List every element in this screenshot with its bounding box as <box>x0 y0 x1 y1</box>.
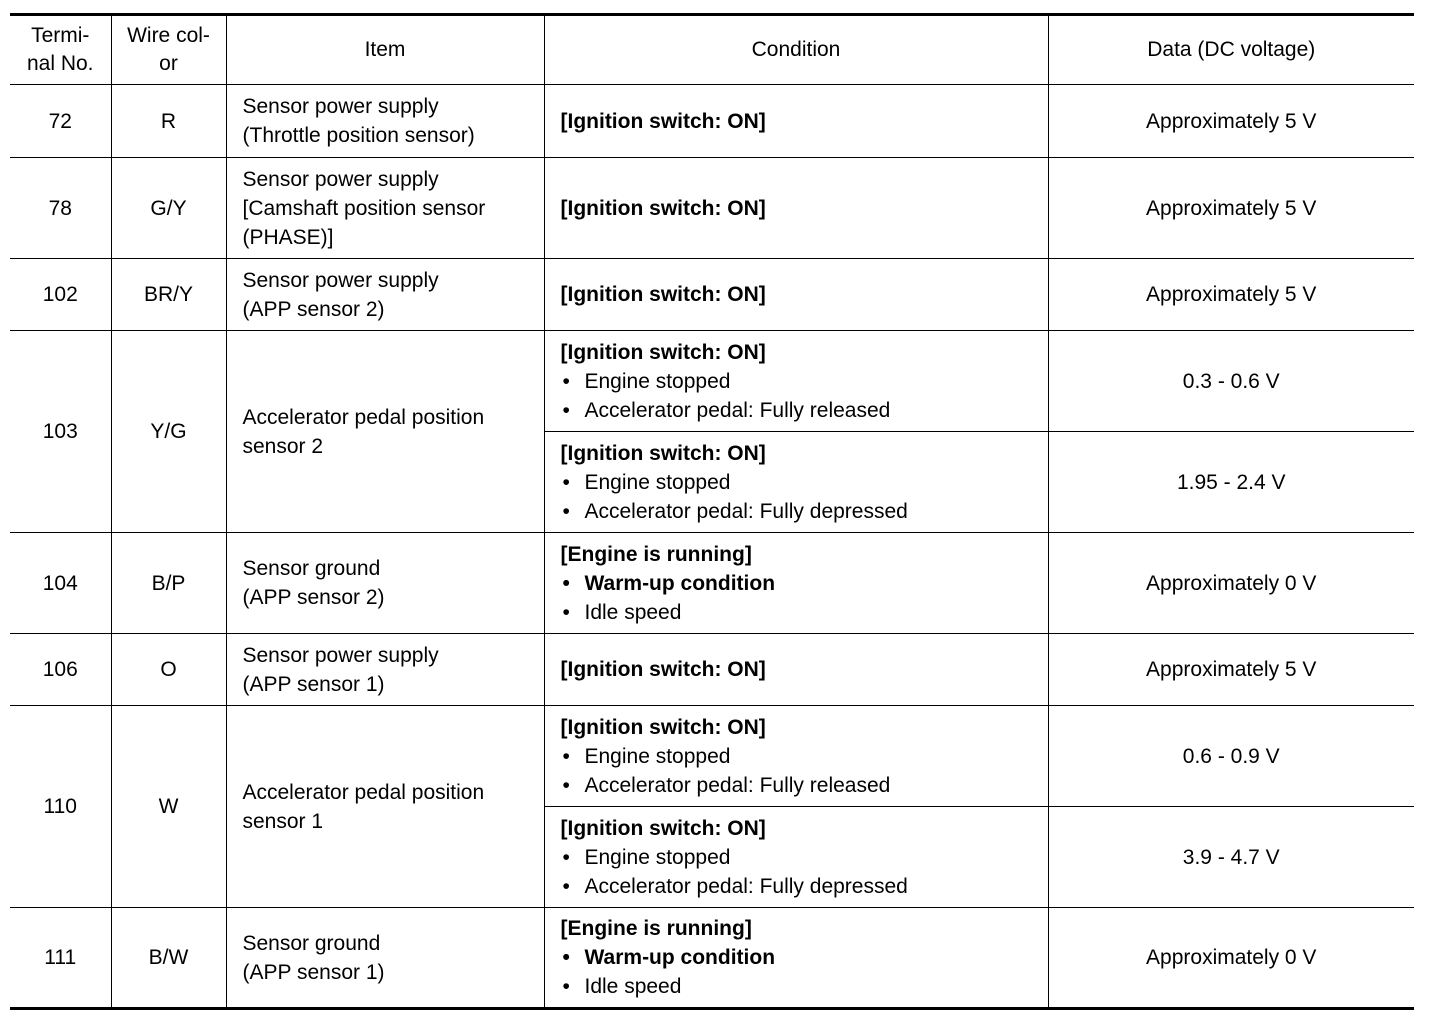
header-wire-line-1: Wire col- <box>127 24 210 47</box>
condition-cell <box>544 908 1048 1009</box>
item-text-line: (PHASE)] <box>242 225 334 249</box>
dc-voltage-cell: Approximately 0 V <box>1048 908 1414 1009</box>
wire-color-cell: W <box>111 706 226 908</box>
item-text-line: (APP sensor 1) <box>242 672 385 696</box>
wire-color-cell: BR/Y <box>111 259 226 331</box>
condition-bullet: • Engine stopped <box>561 843 1040 872</box>
condition-bullet: • Warm-up condition <box>561 569 1040 598</box>
item-cell <box>226 908 544 1009</box>
item-cell <box>226 158 544 259</box>
terminal-data-table <box>10 13 1414 1010</box>
item-text-line: Accelerator pedal position <box>242 405 485 429</box>
condition-cell <box>544 331 1048 432</box>
terminal-no-cell: 110 <box>10 706 111 908</box>
item-text-line: Sensor power supply <box>242 268 439 292</box>
dc-voltage-cell: Approximately 5 V <box>1048 158 1414 259</box>
table-header-row <box>10 15 1414 85</box>
table-row <box>10 908 1414 1009</box>
dc-voltage-cell: 1.95 - 2.4 V <box>1048 432 1414 533</box>
condition-cell <box>544 533 1048 634</box>
header-wire-color <box>111 15 226 85</box>
wire-color-cell: B/P <box>111 533 226 634</box>
header-terminal-line-1: Termi- <box>31 24 90 47</box>
table-row <box>10 533 1414 634</box>
table-row <box>10 158 1414 259</box>
wire-color-cell: R <box>111 85 226 158</box>
condition-heading: [Ignition switch: ON] <box>560 196 766 220</box>
item-text-line: (APP sensor 2) <box>242 586 385 609</box>
condition-bullet: • Idle speed <box>561 598 1040 627</box>
item-text-line: Sensor power supply <box>242 95 439 118</box>
terminal-no-cell: 102 <box>10 259 111 331</box>
header-wire-line-2: or <box>159 52 178 75</box>
dc-voltage-cell: 0.3 - 0.6 V <box>1048 331 1414 432</box>
condition-heading: [Engine is running] <box>560 542 752 566</box>
condition-heading: [Engine is running] <box>560 917 752 940</box>
condition-heading: [Ignition switch: ON] <box>560 441 766 465</box>
table-row <box>10 634 1414 706</box>
condition-bullet: • Accelerator pedal: Fully released <box>561 771 1040 800</box>
dc-voltage-cell: 3.9 - 4.7 V <box>1048 807 1414 908</box>
condition-bullet: • Accelerator pedal: Fully depressed <box>561 872 1040 901</box>
item-text-line: Sensor ground <box>242 931 381 955</box>
item-text-line: (Throttle position sensor) <box>242 124 475 147</box>
wire-color-cell: O <box>111 634 226 706</box>
condition-bullet: • Accelerator pedal: Fully depressed <box>561 497 1040 526</box>
dc-voltage-cell: 0.6 - 0.9 V <box>1048 706 1414 807</box>
terminal-no-cell: 72 <box>10 85 111 158</box>
table-row <box>10 259 1414 331</box>
condition-cell <box>544 158 1048 259</box>
item-text-line: Sensor ground <box>242 557 381 580</box>
item-text-line: [Camshaft position sensor <box>242 196 486 220</box>
item-cell <box>226 259 544 331</box>
item-cell <box>226 634 544 706</box>
condition-bullet: • Accelerator pedal: Fully released <box>561 396 1040 425</box>
dc-voltage-cell: Approximately 5 V <box>1048 85 1414 158</box>
item-text-line: sensor 1 <box>242 809 324 833</box>
header-condition: Condition <box>544 15 1048 85</box>
condition-cell <box>544 634 1048 706</box>
item-text-line: Sensor power supply <box>242 643 439 667</box>
condition-heading: [Ignition switch: ON] <box>560 109 766 133</box>
item-text-line: Accelerator pedal position <box>242 780 485 804</box>
condition-bullet: • Engine stopped <box>561 468 1040 497</box>
header-item: Item <box>226 15 544 85</box>
wire-color-cell: Y/G <box>111 331 226 533</box>
condition-bullet: • Engine stopped <box>561 367 1040 396</box>
condition-heading: [Ignition switch: ON] <box>560 715 766 739</box>
condition-heading: [Ignition switch: ON] <box>560 816 766 840</box>
table-row <box>10 331 1414 432</box>
terminal-no-cell: 104 <box>10 533 111 634</box>
wire-color-cell: G/Y <box>111 158 226 259</box>
item-cell <box>226 85 544 158</box>
condition-bullet: • Warm-up condition <box>561 943 1040 972</box>
terminal-no-cell: 103 <box>10 331 111 533</box>
condition-cell <box>544 85 1048 158</box>
table-row <box>10 706 1414 807</box>
item-cell <box>226 706 544 908</box>
dc-voltage-cell: Approximately 0 V <box>1048 533 1414 634</box>
condition-heading: [Ignition switch: ON] <box>560 658 766 681</box>
condition-heading: [Ignition switch: ON] <box>560 340 766 364</box>
condition-bullet: • Idle speed <box>561 972 1040 1001</box>
item-text-line: Sensor power supply <box>242 167 439 191</box>
terminal-no-cell: 78 <box>10 158 111 259</box>
item-text-line: (APP sensor 2) <box>242 297 385 321</box>
table-row <box>10 85 1414 158</box>
item-cell <box>226 331 544 533</box>
condition-cell <box>544 706 1048 807</box>
condition-heading: [Ignition switch: ON] <box>560 283 766 306</box>
terminal-no-cell: 111 <box>10 908 111 1009</box>
dc-voltage-cell: Approximately 5 V <box>1048 634 1414 706</box>
condition-cell <box>544 259 1048 331</box>
dc-voltage-cell: Approximately 5 V <box>1048 259 1414 331</box>
condition-cell <box>544 807 1048 908</box>
table-body <box>10 85 1414 1009</box>
item-cell <box>226 533 544 634</box>
item-text-line: sensor 2 <box>242 434 324 458</box>
header-terminal-line-2: nal No. <box>26 52 94 75</box>
wire-color-cell: B/W <box>111 908 226 1009</box>
header-terminal-no <box>10 15 111 85</box>
condition-cell <box>544 432 1048 533</box>
condition-bullet: • Engine stopped <box>561 742 1040 771</box>
header-data: Data (DC voltage) <box>1048 15 1414 85</box>
terminal-no-cell: 106 <box>10 634 111 706</box>
item-text-line: (APP sensor 1) <box>242 960 385 984</box>
